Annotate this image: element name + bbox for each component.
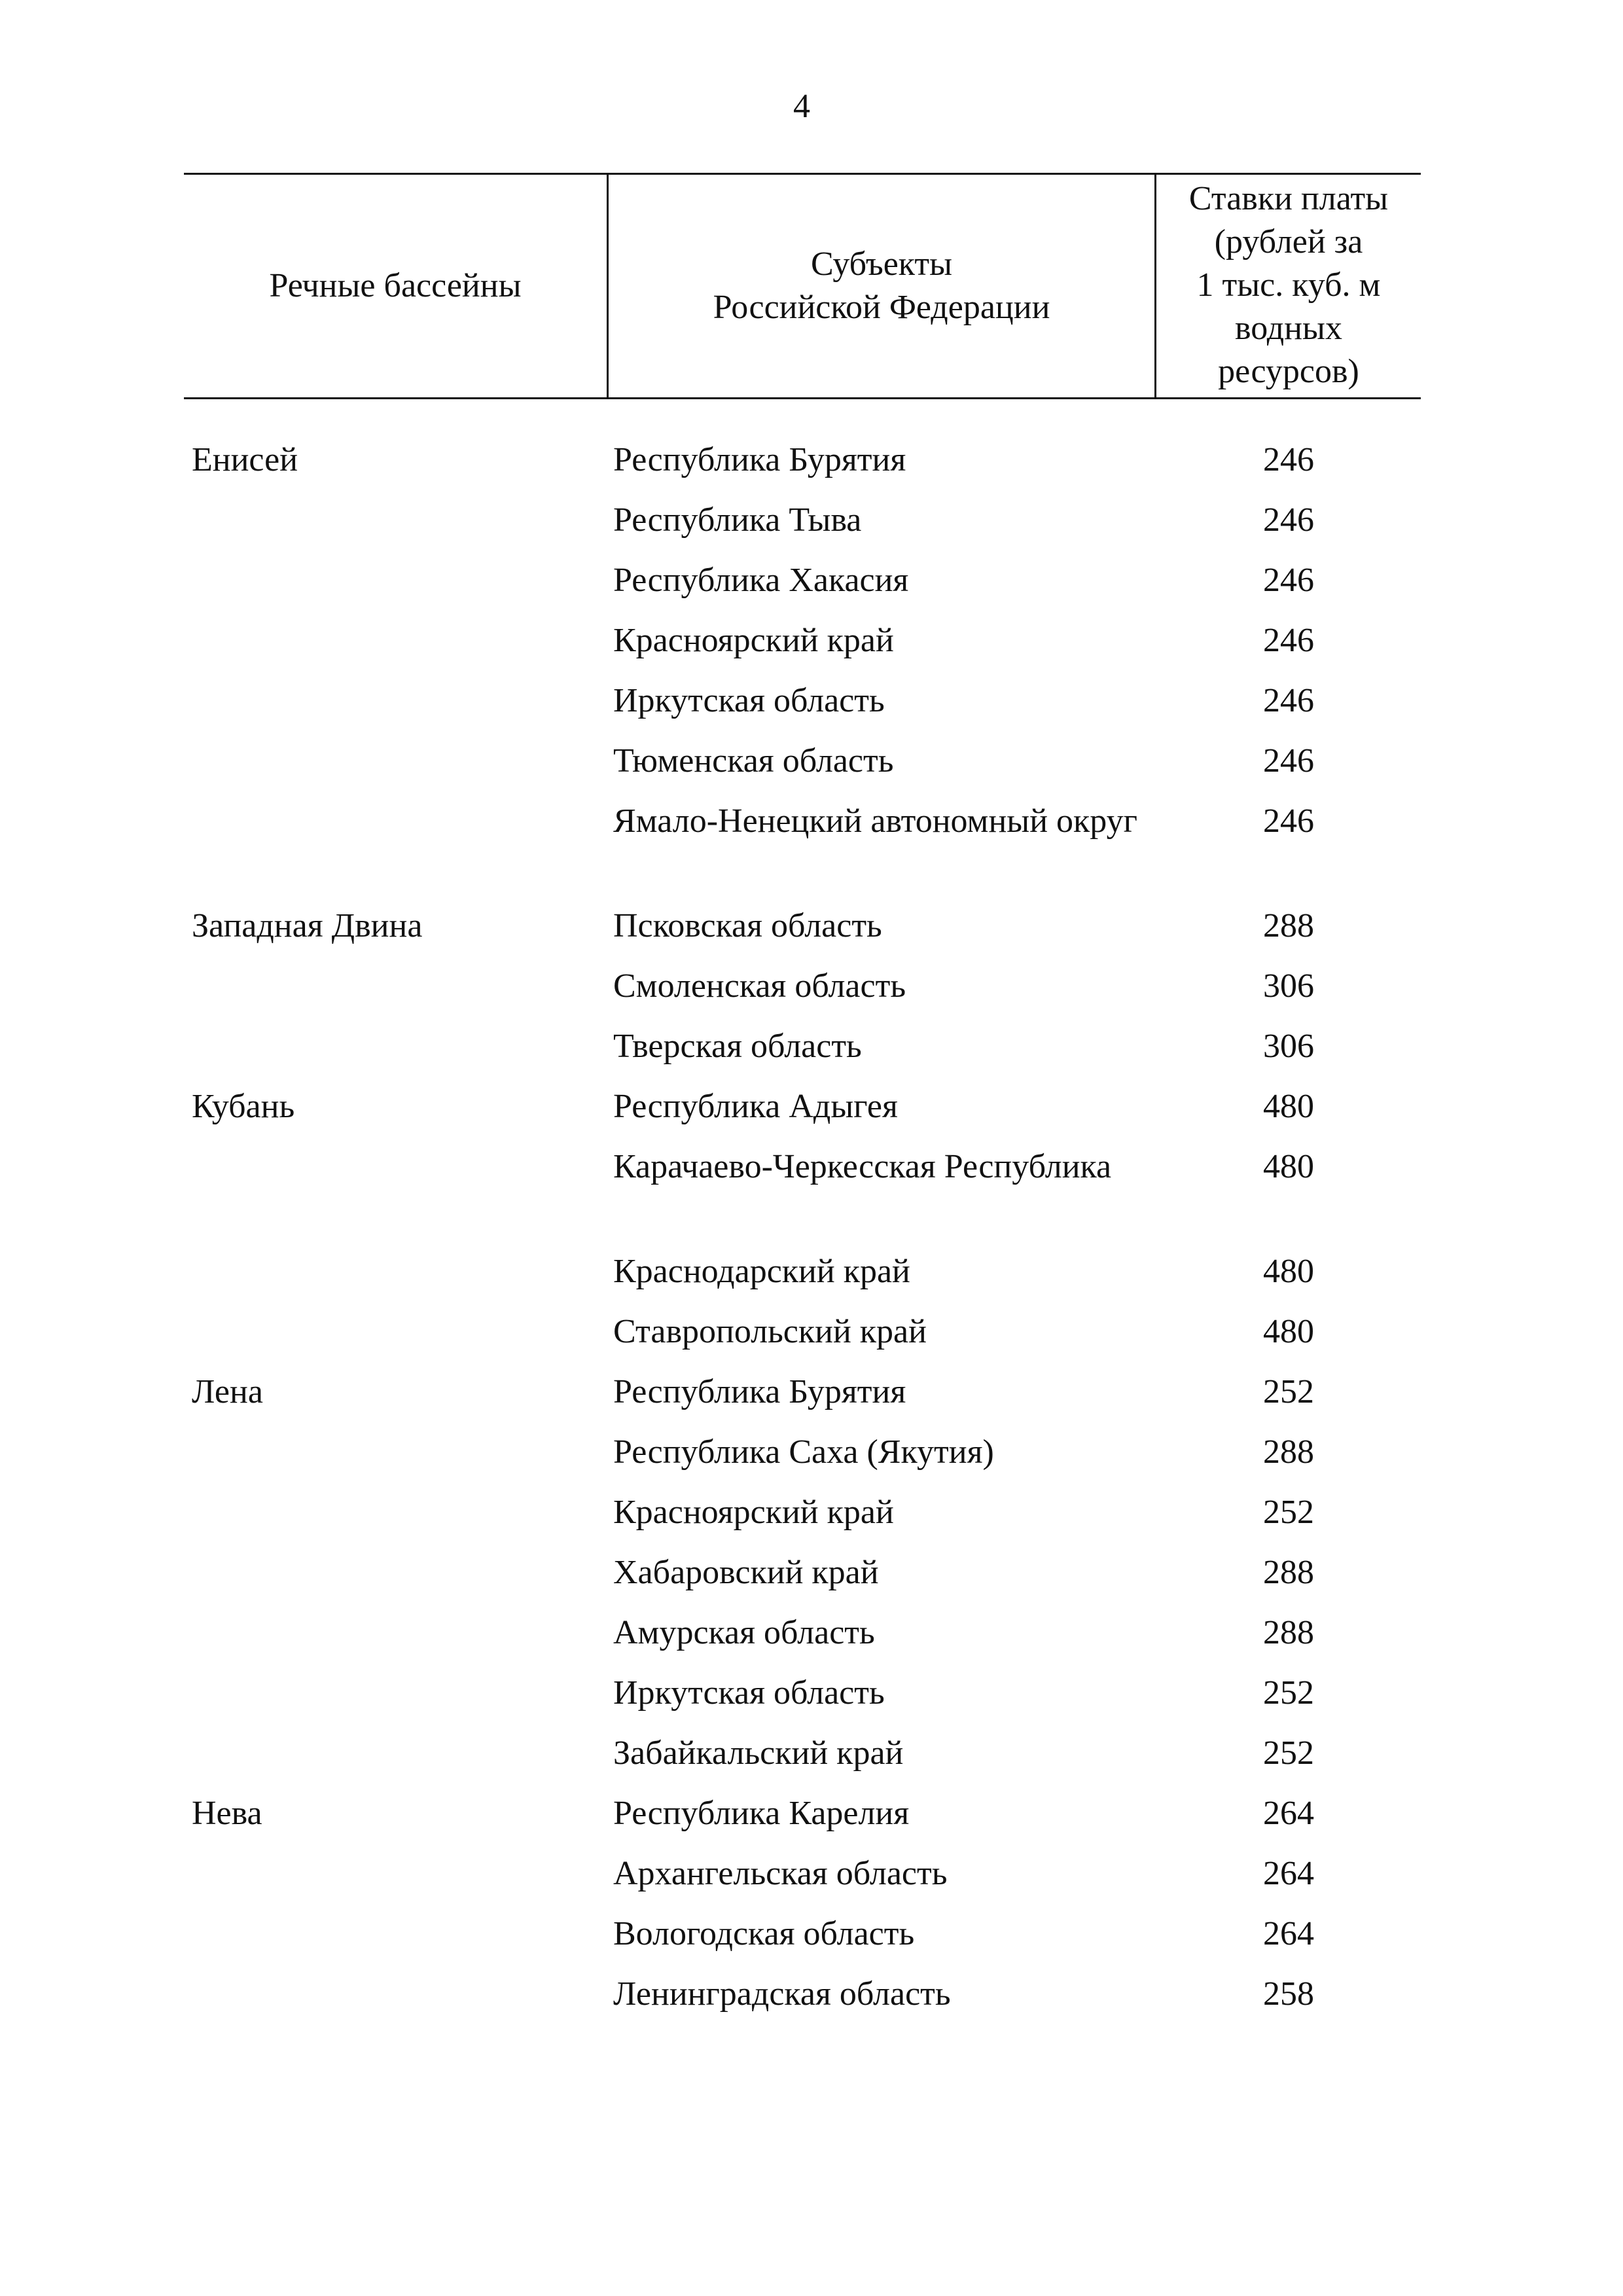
table-header: [184, 173, 1421, 399]
cell-basin: Енисей: [192, 441, 298, 478]
cell-rate: 252: [1263, 1674, 1314, 1712]
cell-rate: 480: [1263, 1253, 1314, 1290]
cell-rate: 246: [1263, 562, 1314, 599]
table-row: [184, 1912, 1421, 1973]
table-row: [184, 1672, 1421, 1732]
cell-rate: 246: [1263, 682, 1314, 719]
cell-subject: Ленинградская область: [613, 1975, 951, 2013]
cell-rate: 246: [1263, 622, 1314, 659]
cell-subject: Тюменская область: [613, 742, 894, 780]
cell-subject: Ставропольский край: [613, 1313, 927, 1350]
cell-subject: Амурская область: [613, 1614, 875, 1651]
cell-subject: Краснодарский край: [613, 1253, 910, 1290]
table-body: [184, 399, 1421, 2033]
cell-subject: Красноярский край: [613, 622, 894, 659]
table-row: [184, 1145, 1421, 1250]
cell-rate: 480: [1263, 1313, 1314, 1350]
cell-subject: Псковская область: [613, 907, 882, 944]
cell-subject: Карачаево-Черкесская Республика: [613, 1148, 1112, 1185]
cell-rate: 246: [1263, 802, 1314, 840]
cell-rate: 306: [1263, 1028, 1314, 1065]
header-rates-line: 1 тыс. куб. м: [1196, 266, 1381, 304]
rates-table: [184, 173, 1421, 2033]
cell-subject: Республика Карелия: [613, 1795, 910, 1832]
cell-rate: 480: [1263, 1148, 1314, 1185]
table-row: [184, 1371, 1421, 1431]
table-row: [184, 1551, 1421, 1611]
cell-subject: Ямало-Ненецкий автономный округ: [613, 802, 1137, 840]
cell-rate: 264: [1263, 1855, 1314, 1892]
table-row: [184, 439, 1421, 499]
table-row: [184, 1085, 1421, 1145]
header-rates-line: Ставки платы: [1188, 180, 1389, 217]
page-number: 4: [793, 88, 810, 125]
table-row: [184, 499, 1421, 559]
table-row: [184, 1310, 1421, 1371]
table-row: [184, 1792, 1421, 1852]
cell-rate: 264: [1263, 1915, 1314, 1952]
cell-rate: 480: [1263, 1088, 1314, 1125]
header-subjects-line: Субъекты: [810, 245, 953, 283]
table-row: [184, 559, 1421, 619]
cell-subject: Красноярский край: [613, 1494, 894, 1531]
table-row: [184, 679, 1421, 740]
cell-rate: 288: [1263, 907, 1314, 944]
cell-subject: Республика Саха (Якутия): [613, 1433, 994, 1471]
table-row: [184, 740, 1421, 800]
cell-rate: 252: [1263, 1373, 1314, 1410]
cell-rate: 306: [1263, 967, 1314, 1005]
cell-subject: Республика Бурятия: [613, 1373, 906, 1410]
table-row: [184, 1973, 1421, 2033]
cell-subject: Вологодская область: [613, 1915, 915, 1952]
cell-subject: Иркутская область: [613, 682, 885, 719]
table-row: [184, 1025, 1421, 1085]
cell-rate: 252: [1263, 1734, 1314, 1772]
cell-rate: 246: [1263, 742, 1314, 780]
cell-rate: 252: [1263, 1494, 1314, 1531]
cell-basin: Кубань: [192, 1088, 295, 1125]
cell-rate: 246: [1263, 501, 1314, 539]
cell-subject: Республика Адыгея: [613, 1088, 898, 1125]
header-river-basins: [184, 175, 607, 397]
table-row: [184, 1852, 1421, 1912]
cell-subject: Иркутская область: [613, 1674, 885, 1712]
cell-subject: Республика Тыва: [613, 501, 862, 539]
table-row: [184, 1431, 1421, 1491]
cell-rate: 288: [1263, 1433, 1314, 1471]
header-federal-subjects: [607, 175, 1156, 397]
table-row: [184, 1250, 1421, 1310]
cell-rate: 288: [1263, 1554, 1314, 1591]
cell-basin: Нева: [192, 1795, 262, 1832]
table-row: [184, 1491, 1421, 1551]
cell-rate: 288: [1263, 1614, 1314, 1651]
table-row: [184, 1732, 1421, 1792]
header-rates-line: (рублей за: [1214, 223, 1363, 260]
table-row: [184, 800, 1421, 905]
table-row: [184, 1611, 1421, 1672]
header-rates-line: ресурсов): [1218, 353, 1359, 390]
cell-subject: Республика Хакасия: [613, 562, 909, 599]
cell-subject: Хабаровский край: [613, 1554, 879, 1591]
cell-rate: 264: [1263, 1795, 1314, 1832]
header-rates-line: водных: [1235, 310, 1342, 347]
table-row: [184, 619, 1421, 679]
cell-subject: Республика Бурятия: [613, 441, 906, 478]
cell-subject: Смоленская область: [613, 967, 906, 1005]
cell-subject: Забайкальский край: [613, 1734, 904, 1772]
cell-rate: 246: [1263, 441, 1314, 478]
table-row: [184, 965, 1421, 1025]
cell-basin: Западная Двина: [192, 907, 423, 944]
table-row: [184, 905, 1421, 965]
header-payment-rates: [1156, 175, 1421, 397]
header-river-basins-text: Речные бассейны: [269, 267, 522, 304]
header-subjects-line: Российской Федерации: [713, 289, 1050, 326]
cell-subject: Архангельская область: [613, 1855, 948, 1892]
cell-subject: Тверская область: [613, 1028, 862, 1065]
cell-rate: 258: [1263, 1975, 1314, 2013]
cell-basin: Лена: [192, 1373, 263, 1410]
